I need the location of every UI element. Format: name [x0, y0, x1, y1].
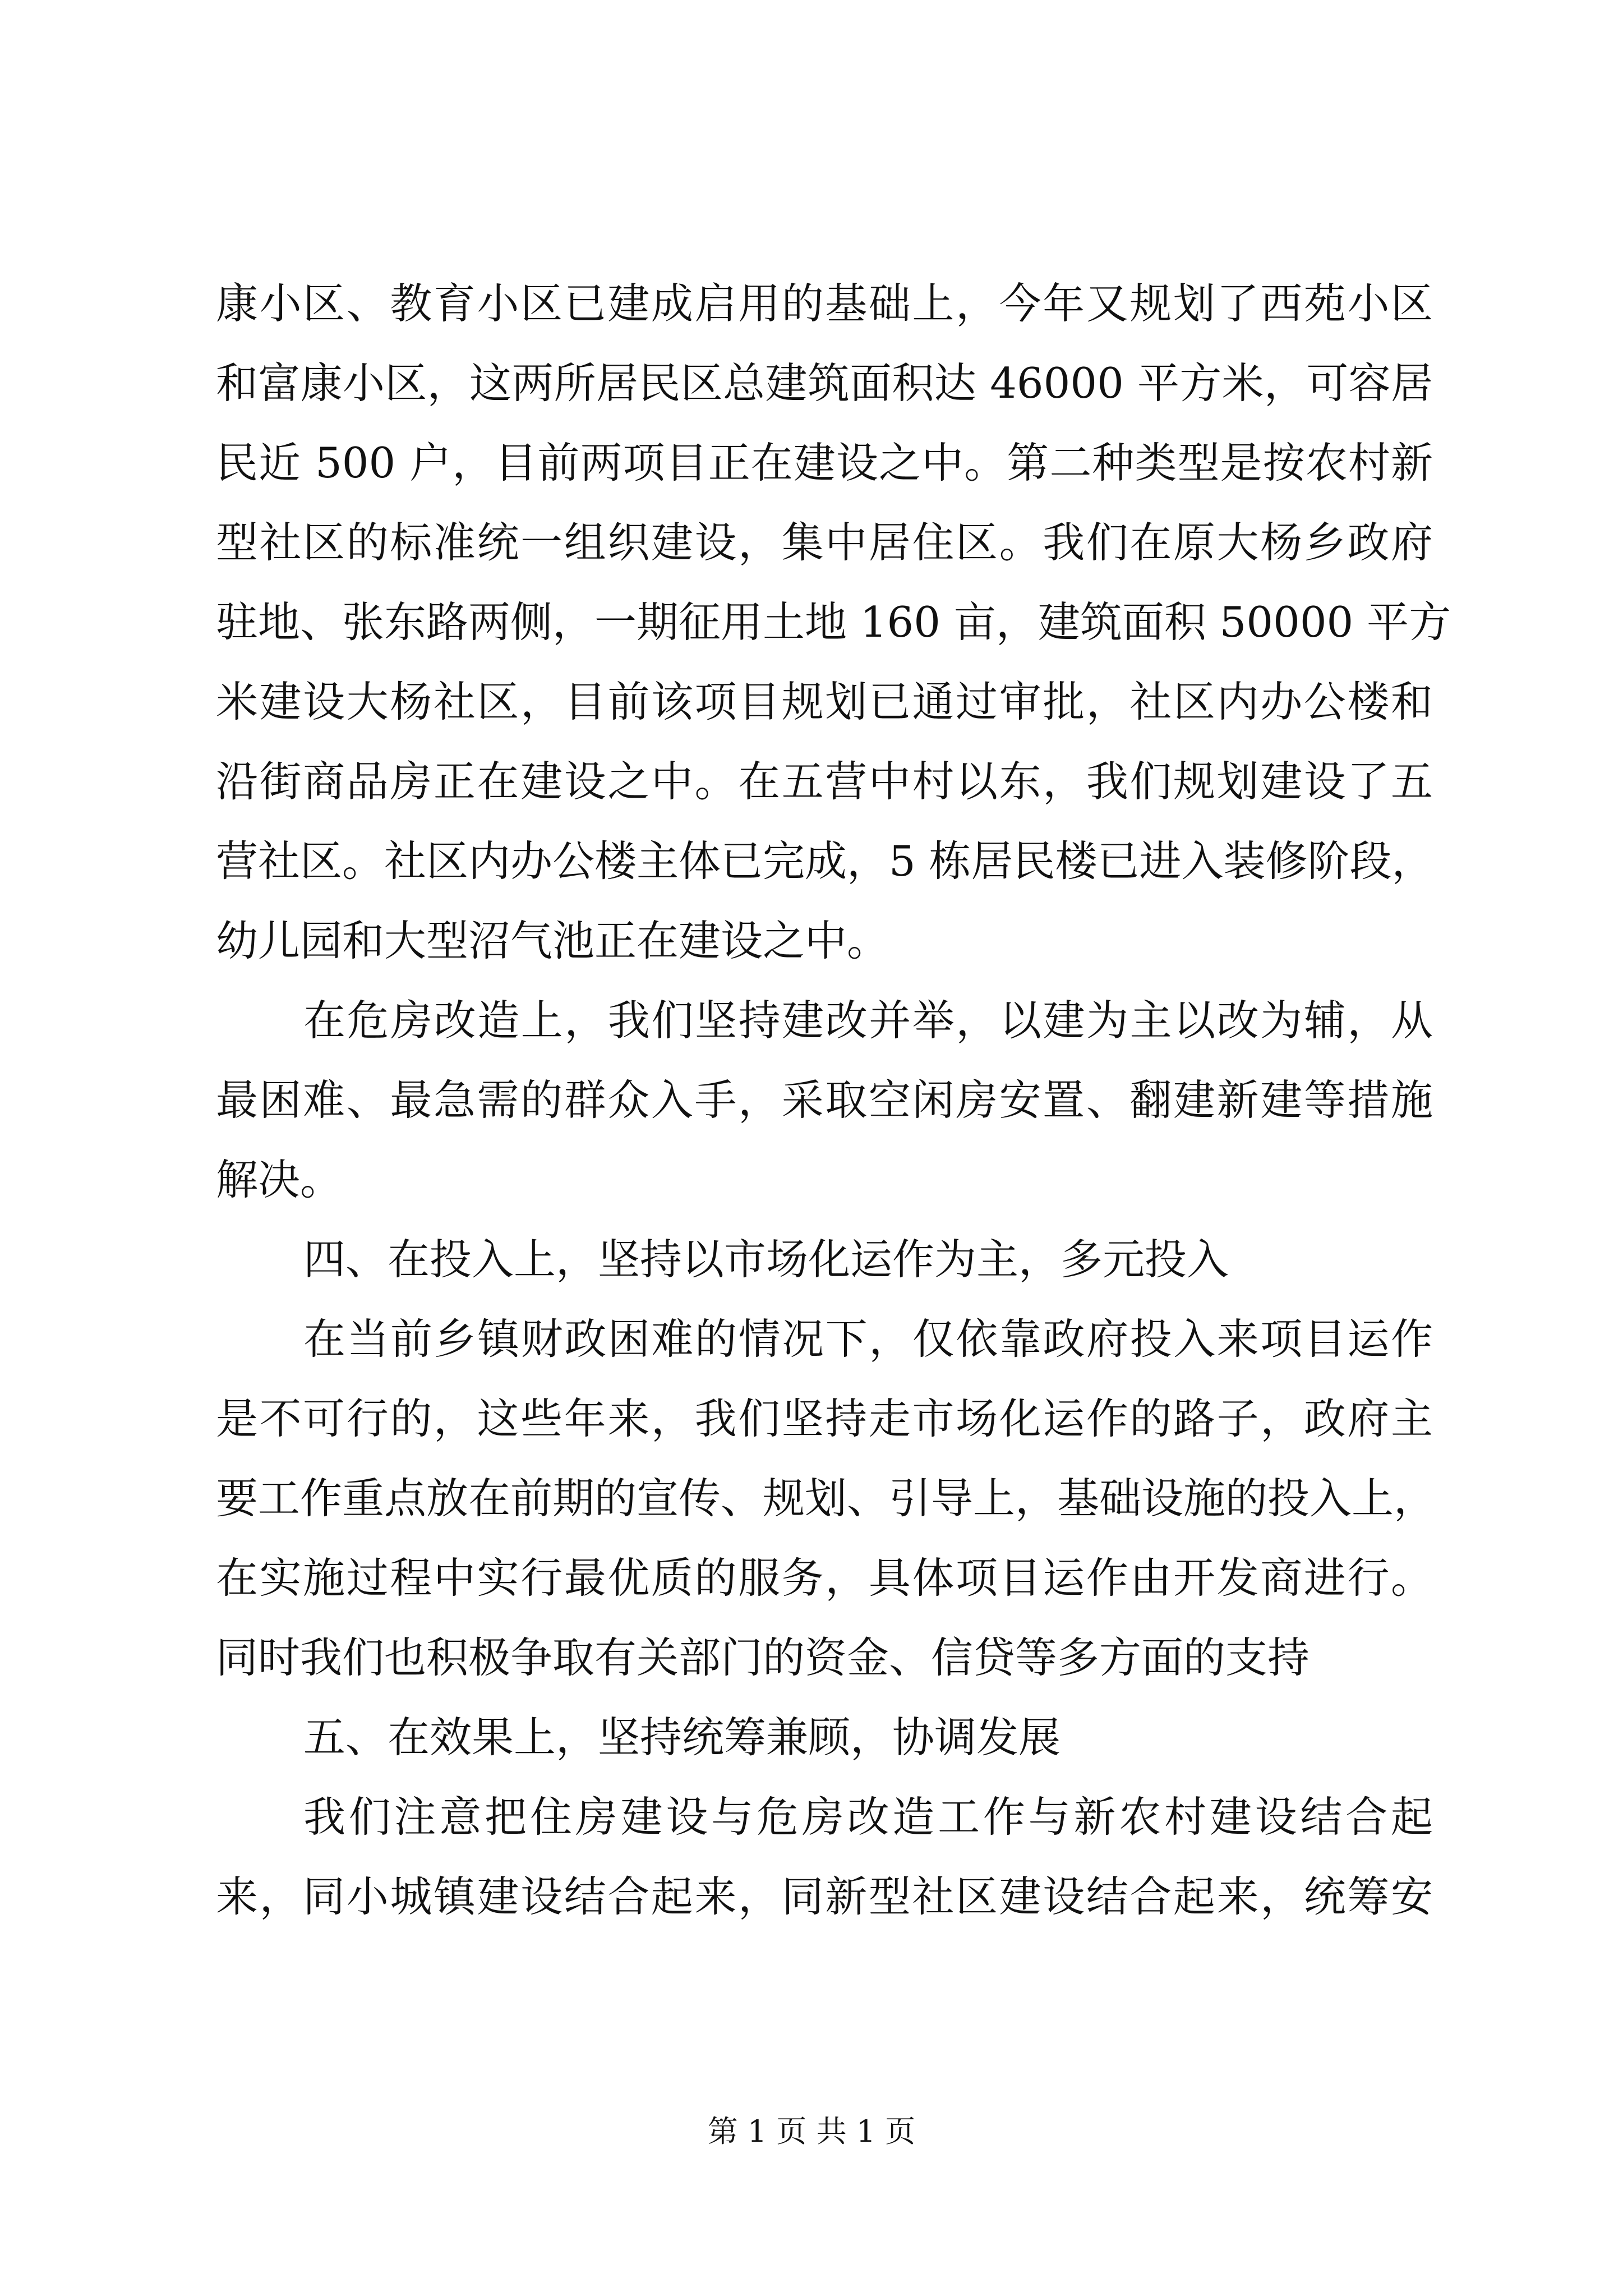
text-line: 驻地、张东路两侧，一期征用土地 160 亩，建筑面积 50000 平方 — [216, 597, 1451, 647]
text-line: 要工作重点放在前期的宣传、规划、引导上，基础设施的投入上， — [216, 1474, 1436, 1523]
paragraph — [216, 264, 1451, 981]
text-line: 型社区的标准统一组织建设，集中居住区。我们在原大杨乡政府 — [216, 518, 1433, 567]
text-line: 来，同小城镇建设结合起来，同新型社区建设结合起来，统筹安 — [216, 1872, 1433, 1921]
paragraph — [216, 1697, 1433, 1777]
text-line: 解决。 — [216, 1155, 343, 1204]
page-footer: 第 1 页 共 1 页 — [707, 2114, 916, 2149]
text-line: 是不可行的，这些年来，我们坚持走市场化运作的路子，政府主 — [216, 1394, 1433, 1443]
paragraph — [216, 1777, 1433, 1936]
paragraph — [216, 1220, 1433, 1299]
paragraph — [216, 981, 1433, 1220]
text-line: 营社区。社区内办公楼主体已完成，5 栋居民楼已进入装修阶段， — [216, 836, 1434, 886]
text-line: 在当前乡镇财政困难的情况下，仅依靠政府投入来项目运作 — [303, 1314, 1433, 1364]
text-line: 和富康小区，这两所居民区总建筑面积达 46000 平方米，可容居 — [216, 358, 1433, 408]
text-line: 四、在投入上，坚持以市场化运作为主，多元投入 — [303, 1235, 1229, 1284]
text-line: 幼儿园和大型沼气池正在建设之中。 — [216, 916, 889, 965]
document-body — [216, 264, 1451, 1936]
text-line: 在危房改造上，我们坚持建改并举，以建为主以改为辅，从 — [303, 996, 1433, 1045]
text-line: 米建设大杨社区，目前该项目规划已通过审批，社区内办公楼和 — [216, 677, 1433, 726]
text-line: 我们注意把住房建设与危房改造工作与新农村建设结合起 — [303, 1792, 1433, 1842]
text-line: 康小区、教育小区已建成启用的基础上，今年又规划了西苑小区 — [216, 279, 1433, 328]
paragraph — [216, 1299, 1436, 1697]
text-line: 五、在效果上，坚持统筹兼顾，协调发展 — [303, 1713, 1061, 1762]
text-line: 在实施过程中实行最优质的服务，具体项目运作由开发商进行。 — [216, 1553, 1433, 1603]
text-line: 同时我们也积极争取有关部门的资金、信贷等多方面的支持 — [216, 1633, 1310, 1682]
text-line: 沿街商品房正在建设之中。在五营中村以东，我们规划建设了五 — [216, 757, 1433, 806]
text-line: 最困难、最急需的群众入手，采取空闲房安置、翻建新建等措施 — [216, 1075, 1433, 1125]
text-line: 民近 500 户，目前两项目正在建设之中。第二种类型是按农村新 — [216, 438, 1433, 487]
